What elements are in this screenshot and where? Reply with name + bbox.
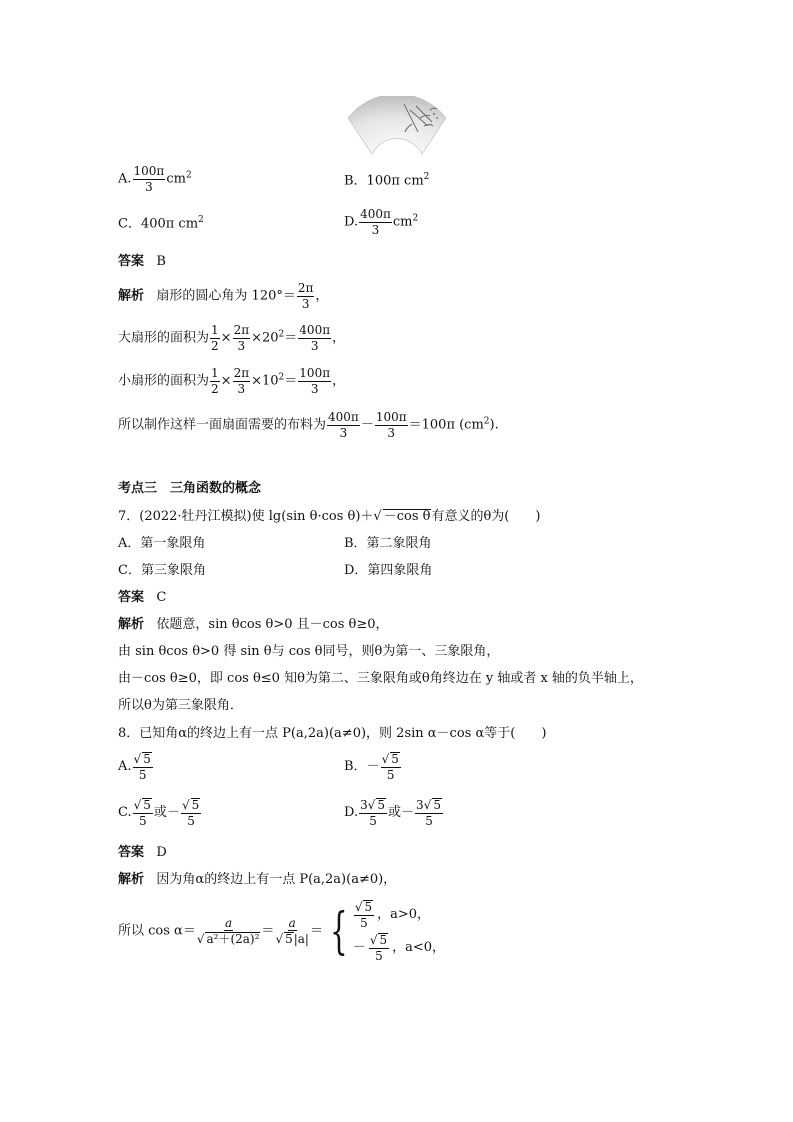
q8-option-a[interactable]: A. $\frac{√ 5}{5}$ <box>118 752 151 782</box>
q8-analysis-line-2: 所以 cos α＝ $\frac{a}{\text{√ a²＋(2a)²}}$ ＝ $\frac{a}{√ 5|a|}$ ＝ { $\frac{√ 5}{5}$ ，a>0， － $\frac{√ 5}{5}$ ，a<0， <box>118 900 446 963</box>
q6-option-c[interactable]: C．400π $cm^2$ <box>118 215 204 232</box>
q8-analysis-line-1: 解析 因为角α的终边上有一点 P(a,2a)(a≠0)， <box>118 872 397 887</box>
q7-analysis-line-4: 所以θ为第三象限角． <box>118 698 243 713</box>
q7-stem: 7．(2022·牡丹江模拟)使 lg(sin θ·cos θ)＋√ －cos θ有意义的θ为( ) <box>118 509 541 524</box>
fan-illustration <box>344 96 450 158</box>
q6-analysis-line-2: 大扇形的面积为 $\frac{1}{2}$ × $\frac{2\pi}{3}$ $\times 20^2=$ $\frac{400\pi}{3}$ ， <box>118 323 346 353</box>
q7-option-b[interactable]: B．第二象限角 <box>344 536 432 551</box>
q6-analysis-line-4: 所以制作这样一面扇面需要的布料为 $\frac{400\pi}{3}$ － $\frac{100\pi}{3}$ ＝100π $(cm^2)$. <box>118 410 499 440</box>
q8-option-c[interactable]: C. $\frac{√ 5}{5}$ 或－ $\frac{√ 5}{5}$ <box>118 798 200 828</box>
q7-analysis-line-1: 解析 依题意，sin θcos θ>0 且－cos θ≥0， <box>118 617 389 632</box>
q7-option-a[interactable]: A．第一象限角 <box>118 536 206 551</box>
q6-option-a[interactable]: A. $\frac{100\pi}{3}$ $cm^2$ <box>118 164 192 194</box>
fraction: $\frac{400\pi}{3}$ <box>360 207 391 237</box>
q8-stem: 8．已知角α的终边上有一点 P(a,2a)(a≠0)，则 2sin α－cos α等于( ) <box>118 726 547 741</box>
q7-answer: 答案 C <box>118 590 167 605</box>
q6-analysis-line-3: 小扇形的面积为 $\frac{1}{2}$ × $\frac{2\pi}{3}$ $\times 10^2=$ $\frac{100\pi}{3}$ ， <box>118 366 346 396</box>
q7-option-c[interactable]: C．第三象限角 <box>118 563 206 578</box>
q6-analysis-line-1: 解析 扇形的圆心角为 120°＝ $\frac{2\pi}{3}$ ， <box>118 281 329 311</box>
q6-option-d[interactable]: D. $\frac{400\pi}{3}$ $cm^2$ <box>344 207 419 237</box>
fraction: $\frac{100\pi}{3}$ <box>133 164 165 194</box>
q8-answer: 答案 D <box>118 845 167 860</box>
q6-option-b[interactable]: B．100π $cm^2$ <box>344 172 430 189</box>
piecewise-brace: { $\frac{√ 5}{5}$ ，a>0， － $\frac{√ 5}{5}$ ，a<0， <box>330 900 446 963</box>
q8-option-b[interactable]: B．－ $\frac{√ 5}{5}$ <box>344 752 399 782</box>
q7-option-d[interactable]: D．第四象限角 <box>344 563 433 578</box>
section-heading: 考点三 三角函数的概念 <box>118 481 262 496</box>
q7-analysis-line-2: 由 sin θcos θ>0 得 sin θ与 cos θ同号，则θ为第一、三象限角， <box>118 644 500 659</box>
q6-answer: 答案 B <box>118 254 166 269</box>
q7-analysis-line-3: 由－cos θ≥0，即 cos θ≤0 知θ为第二、三象限角或θ角终边在 y 轴或者 x 轴的负半轴上， <box>118 671 643 686</box>
q8-option-d[interactable]: D. $\frac{3√ 5}{5}$ 或－ $\frac{3√ 5}{5}$ <box>344 798 441 828</box>
